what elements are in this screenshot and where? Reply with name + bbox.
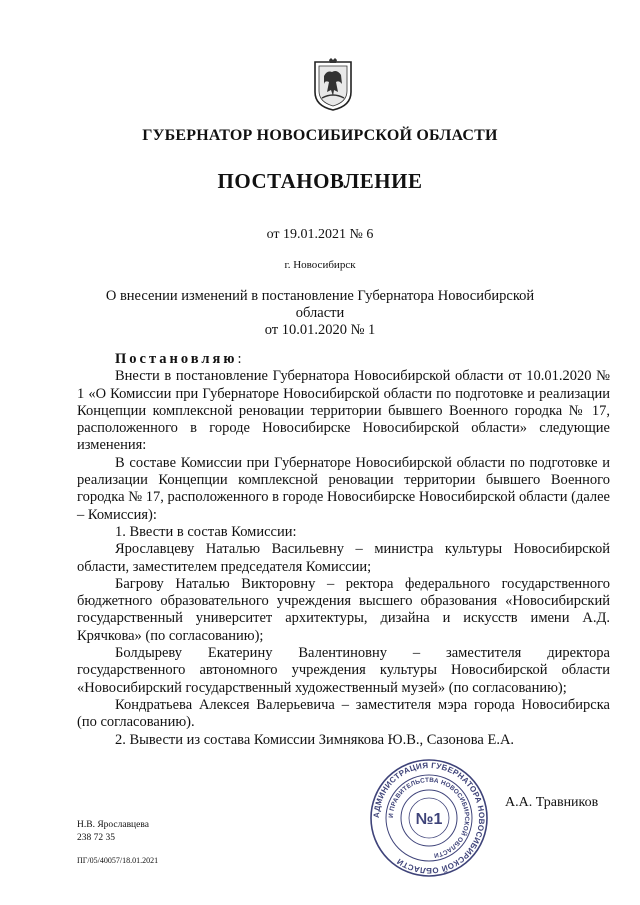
executor-phone: 238 72 35 [77,833,115,843]
decree-word: Постановляю [115,351,238,367]
document-code: ПГ/05/40057/18.01.2021 [77,856,159,865]
document-subject [80,288,560,339]
body-paragraph: Ярославцеву Наталью Васильевну – министра культуры Новосибирской области, заместителем председателя Комиссии; [77,541,610,575]
coat-of-arms-emblem [311,58,355,112]
svg-text:АДМИНИСТРАЦИЯ ГУБЕРНАТОРА НОВО: АДМИНИСТРАЦИЯ ГУБЕРНАТОРА НОВОСИБИРСКОЙ ОБЛАСТИ [371,760,487,876]
city-label: г. Новосибирск [284,259,356,271]
executor-info [77,819,149,845]
subject-line-2: от 10.01.2020 № 1 [264,322,376,338]
svg-text:И ПРАВИТЕЛЬСТВА НОВОСИБИРСКОЙ: И ПРАВИТЕЛЬСТВА НОВОСИБИРСКОЙ ОБЛАСТИ [387,776,471,859]
subject-line-1: О внесении изменений в постановление Губернатора Новосибирской области [105,288,535,321]
body-paragraph: 2. Вывести из состава Комиссии Зимнякова Ю.В., Сазонова Е.А. [115,731,515,748]
body-paragraph: 1. Ввести в состав Комиссии: [115,523,297,540]
date-and-number: от 19.01.2021 № 6 [266,227,374,242]
body-paragraph: Кондратьева Алексея Валерьевича – заместителя мэра города Новосибирска (по согласованию). [77,696,610,731]
official-seal-stamp [368,757,490,879]
body-paragraph: Болдыреву Екатерину Валентиновну – заместителя директора государственного автономного учреждения культуры Новосибирской области «Новосибирский государственный художественный музей» (по согласованию); [77,645,610,696]
authority-heading: ГУБЕРНАТОР НОВОСИБИРСКОЙ ОБЛАСТИ [142,127,498,144]
body-paragraph: В составе Комиссии при Губернаторе Новосибирской области по подготовке и реализации Концепции комплексной реновации территории бывшего Военного городка № 17, расположенного в городе Новосибирске Новосибирской области (далее – Комиссия): [77,454,610,523]
body-paragraph: Багрову Наталью Викторовну – ректора федерального государственного бюджетного образовательного учреждения высшего образования «Новосибирский государственный университет архитектуры, дизайна и искусств имени А.Д. Крячкова» (по согласованию); [77,575,610,644]
executor-name: Н.В. Ярославцева [77,820,149,830]
decree-heading: Постановляю: [115,351,242,367]
document-type-title: ПОСТАНОВЛЕНИЕ [217,169,423,193]
svg-text:№1: №1 [415,811,443,828]
signer-name: А.А. Травников [505,795,599,810]
body-paragraph: Внести в постановление Губернатора Новосибирской области от 10.01.2020 № 1 «О Комиссии при Губернаторе Новосибирской области по подготовке и реализации Концепции комплексной реновации территории бывшего Военного городка № 17, расположенного в городе Новосибирске Новосибирской области» следующие изменения: [77,368,610,454]
document-body [77,351,610,749]
